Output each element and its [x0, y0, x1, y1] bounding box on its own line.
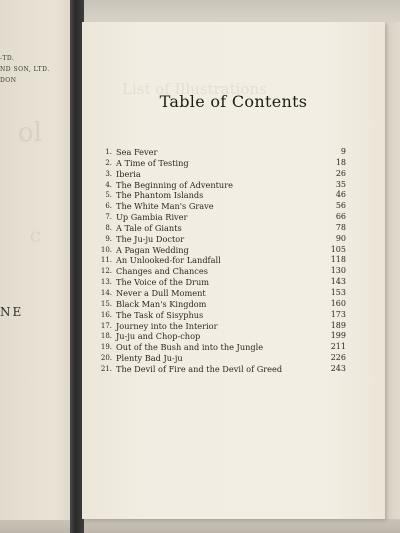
- toc-entry-title: The Task of Sisyphus: [116, 309, 204, 320]
- toc-entry-number: 11.: [100, 256, 112, 265]
- toc-entry-title: Never a Dull Moment: [116, 287, 206, 298]
- toc-entry-page: 130: [330, 266, 346, 276]
- toc-entry-page: 9: [340, 147, 346, 156]
- toc-entry-page: 153: [330, 287, 346, 297]
- toc-entry-page: 35: [335, 179, 346, 189]
- toc-entry-page: 160: [330, 298, 346, 308]
- toc-entry: [96, 299, 366, 310]
- toc-entry-title: A Pagan Wedding: [116, 244, 189, 255]
- toc-entry-page: 78: [335, 222, 346, 232]
- toc-entry-page: 18: [335, 157, 346, 167]
- toc-entry: [96, 234, 366, 245]
- left-page-line: ND SON, LTD.: [0, 66, 50, 73]
- toc-entry-number: 21.: [100, 364, 112, 373]
- top-background: [84, 0, 400, 22]
- toc-entry-page: 211: [330, 342, 346, 352]
- toc-entry-number: 20.: [100, 354, 112, 363]
- toc-entry-number: 2.: [105, 158, 112, 167]
- toc-entry: [96, 201, 366, 212]
- page-edges: [384, 22, 400, 519]
- toc-entry-title: The Devil of Fire and the Devil of Greed: [116, 363, 283, 374]
- toc-entry-page: 66: [335, 212, 346, 222]
- toc-entry: [96, 169, 366, 180]
- toc-entry-number: 18.: [100, 332, 112, 341]
- page-title: Table of Contents: [159, 92, 308, 111]
- toc-entry-number: 10.: [100, 245, 112, 254]
- toc-entry-page: 243: [330, 363, 346, 373]
- toc-entry-number: 12.: [100, 267, 112, 276]
- toc-entry-page: 46: [335, 190, 346, 200]
- left-page-fragment: NE: [0, 305, 24, 319]
- toc-entry-title: Ju-ju and Chop-chop: [116, 331, 201, 342]
- toc-entry-title: Sea Fever: [116, 147, 158, 157]
- toc-entry-title: The Ju-ju Doctor: [116, 233, 185, 244]
- toc-entry-page: 226: [330, 353, 346, 363]
- toc-entry-number: 6.: [105, 202, 112, 211]
- toc-entry-title: A Tale of Giants: [116, 222, 182, 233]
- show-through-mark: C: [30, 230, 41, 246]
- toc-entry: [96, 158, 366, 169]
- toc-entry-page: 56: [335, 201, 346, 211]
- toc-entry-number: 7.: [105, 213, 112, 222]
- toc-entry-page: 26: [335, 168, 346, 178]
- toc-entry-title: Out of the Bush and into the Jungle: [116, 342, 264, 353]
- toc-entry-number: 14.: [100, 288, 112, 297]
- toc-entry-number: 15.: [100, 299, 112, 308]
- toc-entry: [96, 245, 366, 256]
- toc-entry-number: 3.: [105, 169, 112, 178]
- toc-entry: [96, 353, 366, 364]
- toc-entry: [96, 321, 366, 332]
- toc-entry: [96, 288, 366, 299]
- left-page-line: -TD.: [0, 55, 15, 62]
- toc-entry: [96, 180, 366, 191]
- show-through-mark: ol: [18, 118, 42, 148]
- toc-entry-number: 13.: [100, 278, 112, 287]
- toc-entry: [96, 310, 366, 321]
- toc-entry-title: Black Man's Kingdom: [116, 298, 207, 309]
- left-page-line: DON: [0, 77, 17, 84]
- toc-entry: [96, 331, 366, 342]
- toc-entry-title: Journey into the Interior: [116, 320, 218, 331]
- toc-entry-title: The Phantom Islands: [116, 190, 204, 201]
- toc-entry-title: The White Man's Grave: [116, 201, 214, 212]
- toc-entry: [96, 364, 366, 375]
- left-page: [0, 0, 78, 520]
- toc-entry-page: 199: [330, 331, 346, 341]
- toc-list: [96, 147, 366, 375]
- toc-entry: [96, 266, 366, 277]
- toc-entry: [96, 223, 366, 234]
- toc-entry: [96, 147, 366, 158]
- toc-entry: [96, 190, 366, 201]
- toc-entry-page: 118: [330, 255, 346, 265]
- toc-entry-title: The Beginning of Adventure: [116, 179, 233, 190]
- toc-entry-number: 19.: [100, 343, 112, 352]
- toc-entry-page: 105: [330, 244, 346, 254]
- toc-entry-number: 9.: [105, 234, 112, 243]
- toc-entry: [96, 342, 366, 353]
- toc-entry-number: 5.: [105, 191, 112, 200]
- toc-entry-title: Iberia: [116, 168, 141, 179]
- toc-entry-number: 17.: [100, 321, 112, 330]
- toc-entry-page: 189: [330, 320, 346, 330]
- toc-entry-page: 90: [335, 233, 346, 243]
- toc-entry: [96, 212, 366, 223]
- contents-page: [82, 22, 385, 519]
- toc-entry-page: 143: [330, 277, 346, 287]
- toc-entry-number: 4.: [105, 180, 112, 189]
- toc-entry-number: 1.: [105, 148, 112, 156]
- toc-entry-number: 8.: [105, 223, 112, 232]
- toc-entry: [96, 277, 366, 288]
- toc-entry-title: The Voice of the Drum: [116, 277, 210, 288]
- toc-entry-title: A Time of Testing: [116, 157, 189, 168]
- toc-entry-number: 16.: [100, 310, 112, 319]
- toc-entry-title: An Unlooked-for Landfall: [116, 255, 221, 266]
- show-through-title: List of Illustrations: [122, 80, 267, 98]
- toc-entry-title: Changes and Chances: [116, 266, 208, 277]
- toc-entry-title: Up Gambia River: [116, 212, 188, 223]
- toc-entry-title: Plenty Bad Ju-ju: [116, 353, 183, 364]
- toc-entry: [96, 255, 366, 266]
- toc-entry-page: 173: [330, 309, 346, 319]
